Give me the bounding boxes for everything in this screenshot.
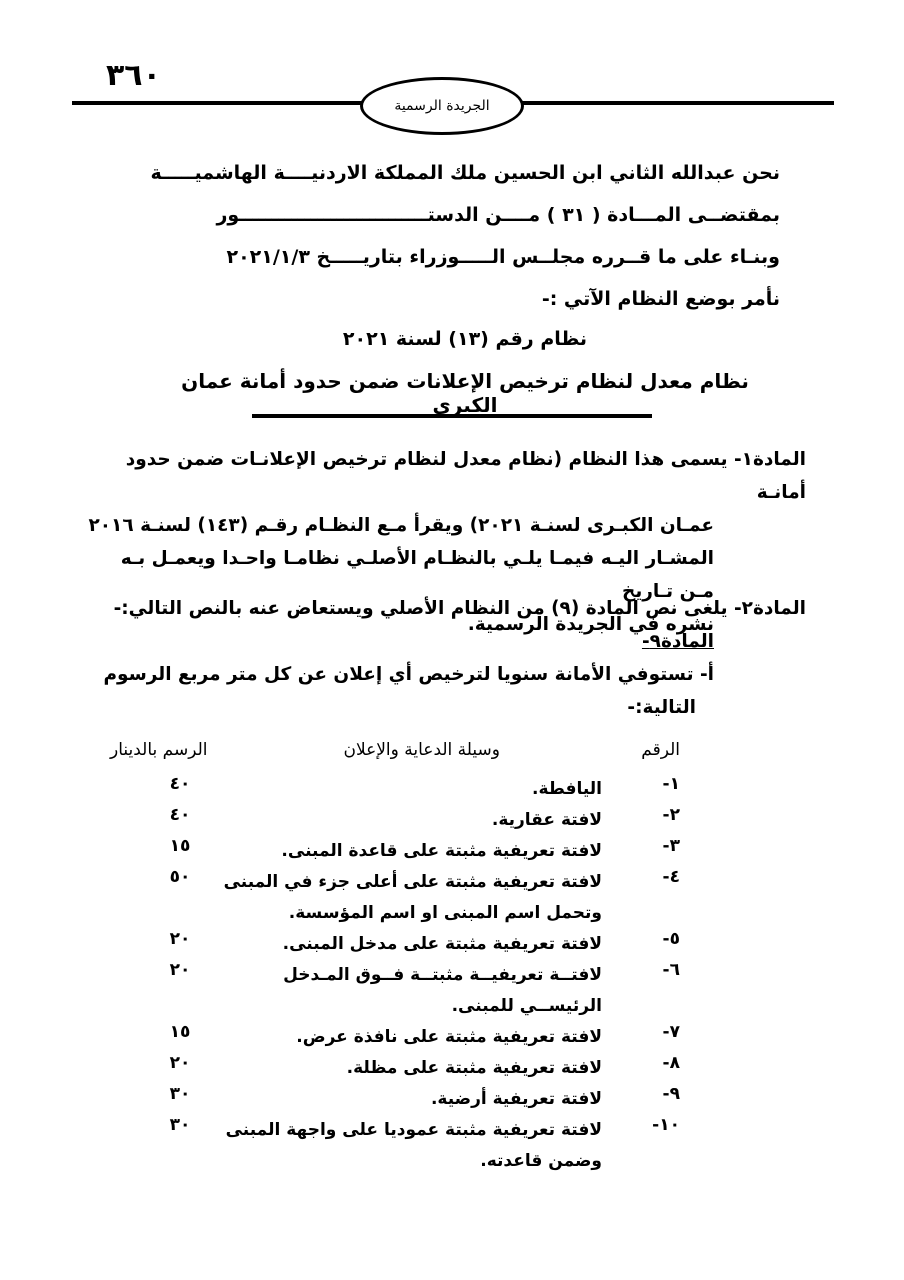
article-1-label: المادة١- (727, 449, 806, 470)
article-2-text: يلغى نص المادة (٩) من النظام الأصلي ويستعاض عنه بالنص التالي:- (113, 598, 728, 619)
fee-row (110, 1115, 680, 1177)
fee-row-number: ٧- (662, 1022, 680, 1042)
fee-row-number: ٢- (662, 805, 680, 825)
fee-row-number: ٤- (662, 867, 680, 887)
fee-row-amount: ٢٠ (169, 929, 191, 949)
header-medium: وسيلة الدعاية والإعلان (343, 740, 500, 760)
fee-row-number: ١٠- (652, 1115, 680, 1135)
fee-row-amount: ٥٠ (169, 867, 191, 887)
fee-row-amount: ٣٠ (169, 1115, 191, 1135)
page-number: ٣٦٠ (106, 58, 161, 93)
fee-row-medium: لافتة تعريفية أرضية. (430, 1089, 602, 1109)
fee-row-amount: ٢٠ (169, 960, 191, 980)
fee-row-medium: لافتــة تعريفيــة مثبتــة فــوق المـدخل الرئيســي للمبنى. (283, 965, 602, 1016)
fee-row-amount: ١٥ (169, 1022, 191, 1042)
article-1-line: نشره في الجريدة الرسمية. (467, 614, 714, 635)
fee-row-amount: ٤٠ (169, 774, 191, 794)
fee-row-number: ١- (662, 774, 680, 794)
fee-row (110, 774, 680, 805)
fee-row-number: ٥- (662, 929, 680, 949)
fee-row (110, 1053, 680, 1084)
fee-row-amount: ٣٠ (169, 1084, 191, 1104)
article-1-line (86, 443, 806, 509)
gazette-oval-badge (360, 77, 524, 135)
fee-row (110, 1084, 680, 1115)
article-2-label: المادة٢- (727, 598, 806, 619)
fee-row-medium: لافتة تعريفية مثبتة عموديا على واجهة المبنى وضمن قاعدته. (225, 1120, 602, 1171)
clause-a-line: أ- تستوفي الأمانة سنويا لترخيص أي إعلان عن كل متر مربع الرسوم (103, 664, 714, 685)
article-2-line (86, 592, 806, 625)
fee-row-number: ٣- (662, 836, 680, 856)
article-1-line: عمـان الكبـرى لسنـة ٢٠٢١) ويقرأ مـع النظـام رقـم (١٤٣) لسنـة ٢٠١٦ (88, 515, 714, 536)
fee-row-medium: لافتة تعريفية مثبتة على قاعدة المبنى. (281, 841, 602, 861)
article-1-line: المشـار اليـه فيمـا يلـي بالنظـام الأصلـي نظامـا واحـدا ويعمـل بـه مـن تـاريخ (120, 548, 714, 602)
fee-row-amount: ٤٠ (169, 805, 191, 825)
title-rule (252, 414, 652, 418)
preamble-line: نأمر بوضع النظام الآتي :- (541, 288, 780, 310)
fee-row (110, 960, 680, 1022)
header-number: الرقم (641, 740, 680, 760)
fees-table-body (110, 774, 680, 1177)
preamble (150, 152, 780, 320)
fee-row-medium: اليافطة. (532, 779, 602, 799)
fee-row (110, 1022, 680, 1053)
gazette-name: الجريدة الرسمية (394, 98, 490, 114)
fee-row-medium: لافتة تعريفية مثبتة على مدخل المبنى. (282, 934, 602, 954)
fee-row-number: ٩- (662, 1084, 680, 1104)
fee-row (110, 867, 680, 929)
fee-row-medium: لافتة تعريفية مثبتة على نافذة عرض. (296, 1027, 602, 1047)
article-1-text: يسمى هذا النظام (نظام معدل لنظام ترخيص الإعلانـات ضمن حدود أمانـة (125, 449, 806, 503)
regulation-name-title: نظام معدل لنظام ترخيص الإعلانات ضمن حدود أمانة عمان الكبرى (181, 369, 749, 417)
fee-row-amount: ١٥ (169, 836, 191, 856)
fee-row-number: ٦- (662, 960, 680, 980)
fee-row-medium: لافتة عقارية. (491, 810, 602, 830)
fee-row-number: ٨- (662, 1053, 680, 1073)
fee-row (110, 836, 680, 867)
fees-table-wrapper (110, 740, 680, 1177)
article-2 (86, 592, 806, 724)
preamble-line: وبنـاء على ما قــرره مجلــس الـــــوزراء بتاريـــــخ ٢٠٢١/١/٣ (226, 246, 780, 268)
fee-row-medium: لافتة تعريفية مثبتة على أعلى جزء في المبنى وتحمل اسم المبنى او اسم المؤسسة. (223, 872, 602, 923)
fee-row (110, 805, 680, 836)
clause-a-line: التالية:- (627, 697, 696, 718)
fee-row (110, 929, 680, 960)
fee-row-medium: لافتة تعريفية مثبتة على مظلة. (346, 1058, 602, 1078)
fee-row-amount: ٢٠ (169, 1053, 191, 1073)
preamble-line: بمقتضــى المـــادة ( ٣١ ) مــــن الدستـــــــــــــــــــــــــــــور (216, 204, 780, 226)
header-fee: الرسم بالدينار (110, 740, 208, 760)
preamble-line: نحن عبدالله الثاني ابن الحسين ملك المملكة الاردنيــــة الهاشميـــــة (150, 162, 780, 184)
regulation-number-title: نظام رقم (١٣) لسنة ٢٠٢١ (342, 328, 588, 350)
article-9-heading: المادة٩- (641, 631, 714, 652)
fees-table-header (110, 740, 680, 774)
